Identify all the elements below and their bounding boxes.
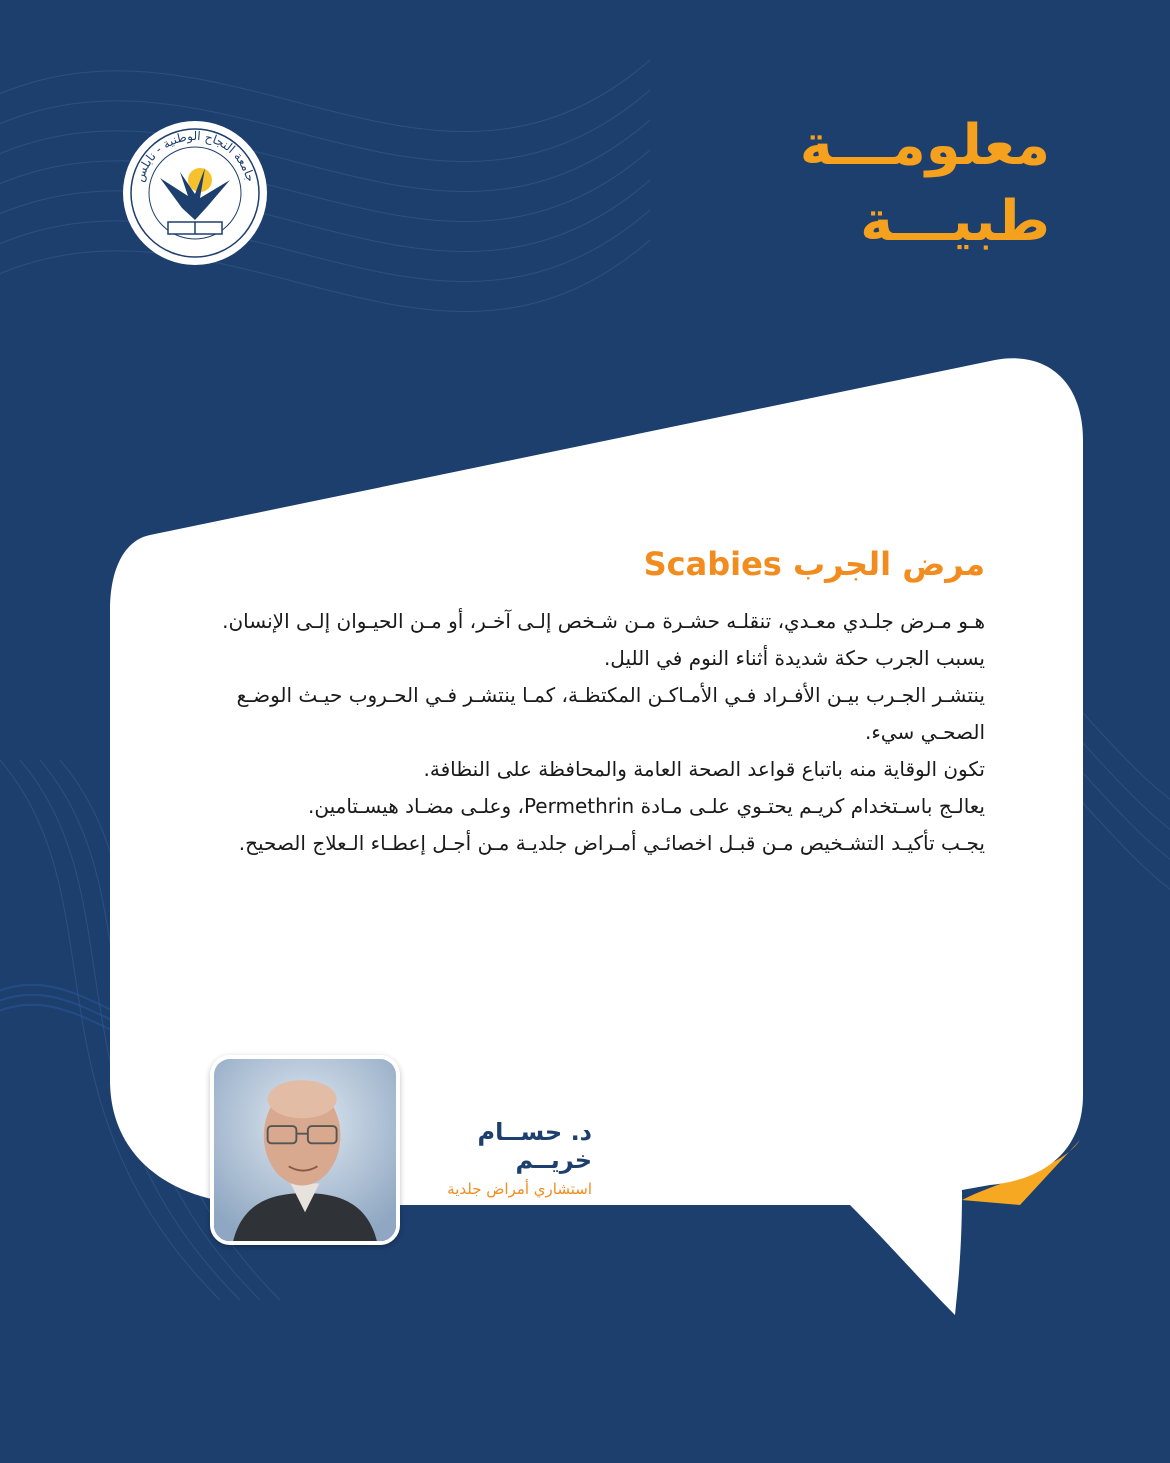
doctor-name: د. حســام خريــم — [477, 1118, 592, 1174]
header-title-line2: طبيـــة — [860, 189, 1050, 254]
doctor-photo — [210, 1055, 400, 1245]
doctor-title: استشاري أمراض جلدية — [447, 1180, 592, 1198]
article-paragraph: يجـب تأكيـد التشـخيص مـن قبـل اخصائـي أمـراض جلديـة مـن أجـل إعطـاء الـعلاج الصحيح. — [238, 831, 985, 855]
article — [215, 545, 985, 862]
article-paragraph: ينتشـر الجـرب بيـن الأفـراد فـي الأمـاكـن المكتظـة، كمـا ينتشـر فـي الحـروب حيـث الوضـع الصحـي سيء. — [236, 683, 985, 744]
article-paragraph: يسبب الجرب حكة شديدة أثناء النوم في الليل. — [603, 646, 985, 670]
article-paragraph: تكون الوقاية منه باتباع قواعد الصحة العامة والمحافظة على النظافة. — [423, 757, 985, 781]
header-title-line1: معلومـــة — [799, 113, 1050, 178]
article-paragraph: هـو مـرض جلـدي معـدي، تنقلـه حشـرة مـن شـخص إلـى آخـر، أو مـن الحيـوان إلـى الإنسان. — [222, 609, 985, 633]
article-title: مرض الجرب Scabies — [643, 545, 985, 583]
doctor-info — [410, 1118, 592, 1198]
logo-text: جامعة النجاح الوطنية - نابلس — [132, 128, 258, 184]
article-paragraph: يعالـج باسـتخدام كريـم يحتـوي علـى مـادة Permethrin، وعلـى مضـاد هيسـتامين. — [308, 794, 985, 818]
